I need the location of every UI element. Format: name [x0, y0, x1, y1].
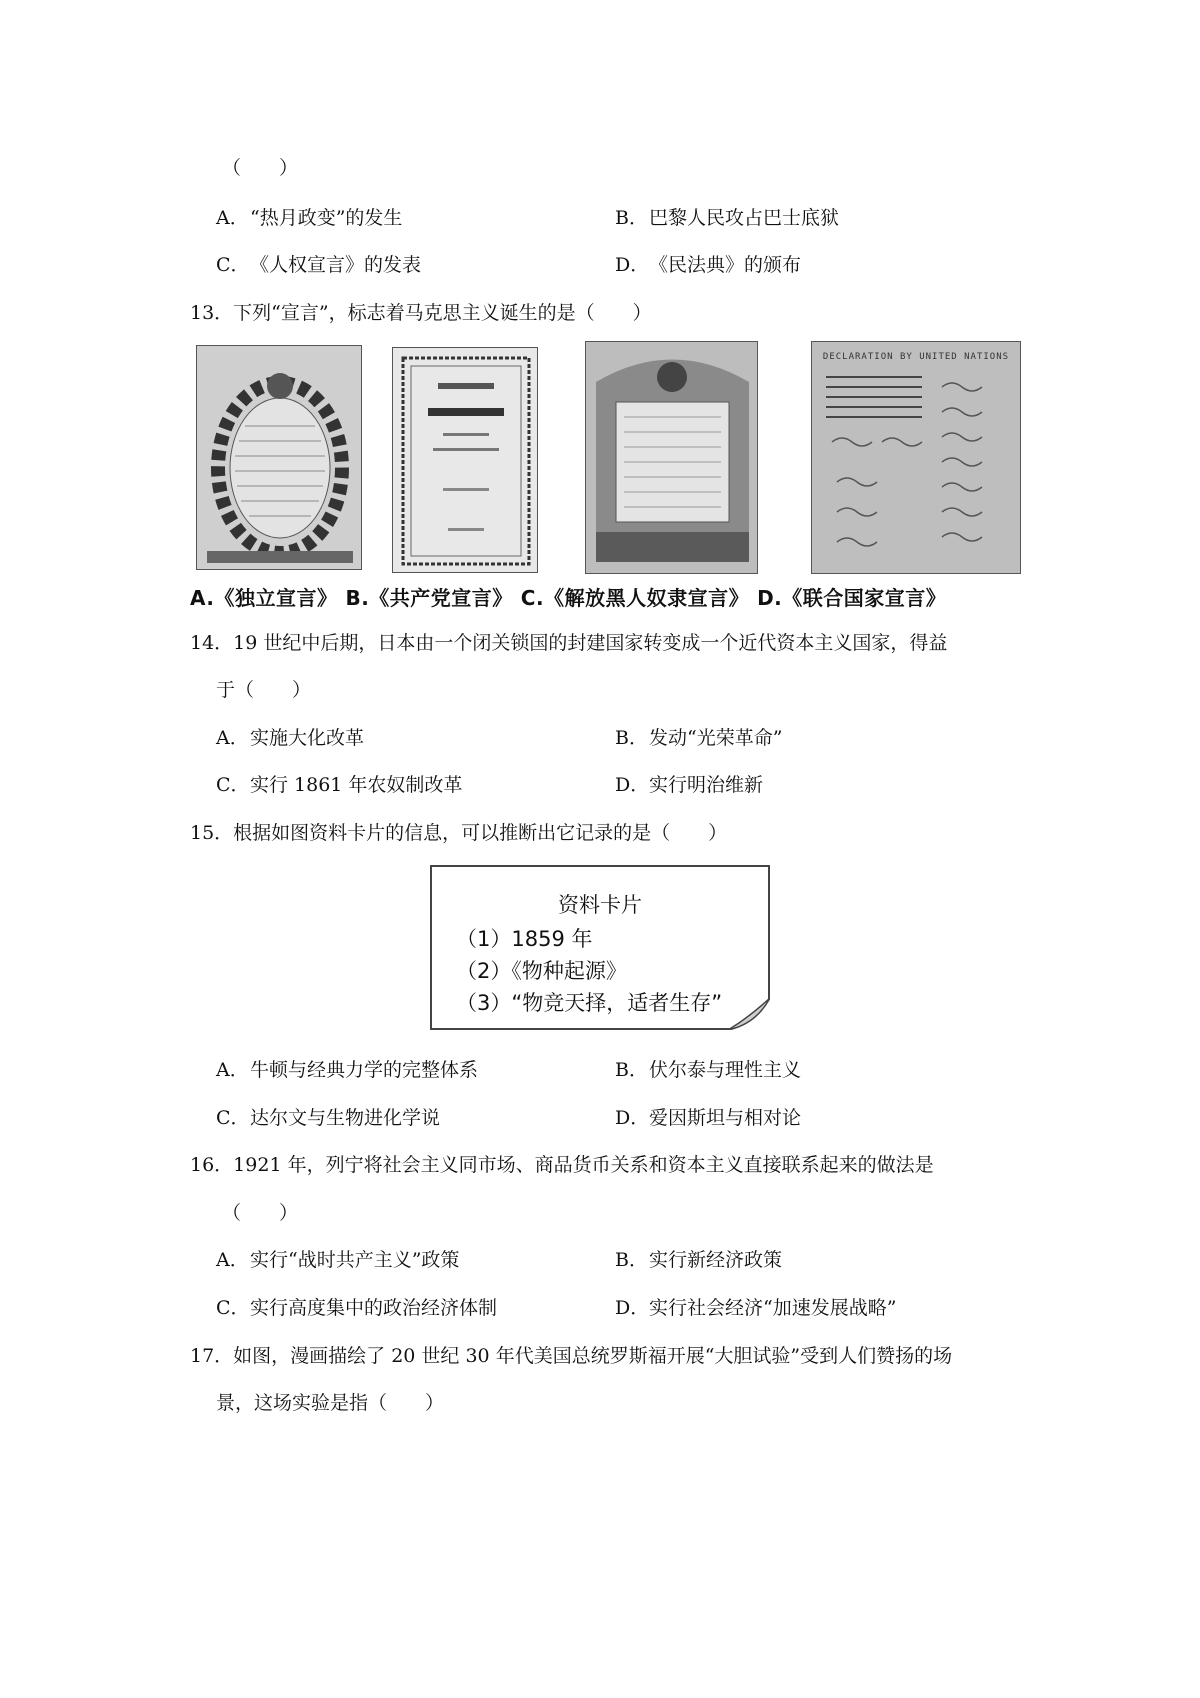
- caption-b: B.《共产党宣言》: [345, 586, 513, 610]
- q16-option-a: A．实行“战时共产主义”政策: [216, 1249, 460, 1271]
- q16-stem-line2: （ ）: [222, 1202, 299, 1224]
- page-curl-icon: [728, 998, 770, 1030]
- q17-stem-line1: 17．如图，漫画描绘了 20 世纪 30 年代美国总统罗斯福开展“大胆试验”受到人们赞扬的场: [190, 1345, 953, 1367]
- caption-c: C.《解放黑人奴隶宣言》: [520, 586, 750, 610]
- q16-option-d: D．实行社会经济“加速发展战略”: [615, 1297, 897, 1319]
- q16-stem-line1: 16．1921 年，列宁将社会主义同市场、商品货币关系和资本主义直接联系起来的做法是: [190, 1154, 934, 1176]
- card-line-1: （1）1859 年: [456, 927, 593, 951]
- emancipation-proclamation-image: [585, 341, 758, 574]
- q14-option-b: B．发动“光荣革命”: [615, 727, 783, 749]
- q16-option-c: C．实行高度集中的政治经济体制: [216, 1297, 498, 1319]
- q14-stem-line1: 14．19 世纪中后期，日本由一个闭关锁国的封建国家转变成一个近代资本主义国家，得益: [190, 632, 948, 654]
- q14-option-a: A．实施大化改革: [216, 727, 365, 749]
- q12-option-b: B．巴黎人民攻占巴士底狱: [615, 207, 840, 229]
- q15-stem: 15．根据如图资料卡片的信息，可以推断出它记录的是（ ）: [190, 822, 728, 844]
- declaration-independence-image: [196, 345, 362, 570]
- q12-option-c: C．《人权宣言》的发表: [216, 254, 422, 276]
- q16-option-b: B．实行新经济政策: [615, 1249, 783, 1271]
- q14-option-d: D．实行明治维新: [615, 774, 764, 796]
- q15-option-c: C．达尔文与生物进化学说: [216, 1107, 441, 1129]
- q15-option-b: B．伏尔泰与理性主义: [615, 1059, 802, 1081]
- united-nations-declaration-image: [811, 341, 1021, 574]
- communist-manifesto-image: [392, 347, 538, 573]
- q14-option-c: C．实行 1861 年农奴制改革: [216, 774, 463, 796]
- q12-paren: （ ）: [222, 157, 299, 179]
- q15-option-d: D．爱因斯坦与相对论: [615, 1107, 802, 1129]
- q14-stem-line2: 于（ ）: [216, 679, 312, 701]
- q15-option-a: A．牛顿与经典力学的完整体系: [216, 1059, 479, 1081]
- card-title: 资料卡片: [558, 893, 642, 917]
- data-card: [430, 865, 770, 1030]
- image-heading-text: DECLARATION BY UNITED NATIONS: [822, 352, 1010, 362]
- q13-captions: [190, 582, 1040, 611]
- card-line-3: （3）“物竞天择，适者生存”: [456, 991, 723, 1015]
- card-line-2: （2）《物种起源》: [456, 959, 627, 983]
- caption-d: D.《联合国家宣言》: [757, 586, 947, 610]
- q12-option-a: A．“热月政变”的发生: [216, 207, 403, 229]
- q12-option-d: D．《民法典》的颁布: [615, 254, 802, 276]
- q17-stem-line2: 景，这场实验是指（ ）: [216, 1392, 445, 1414]
- caption-a: A.《独立宣言》: [190, 586, 338, 610]
- q13-stem: 13．下列“宣言”，标志着马克思主义诞生的是（ ）: [190, 302, 652, 324]
